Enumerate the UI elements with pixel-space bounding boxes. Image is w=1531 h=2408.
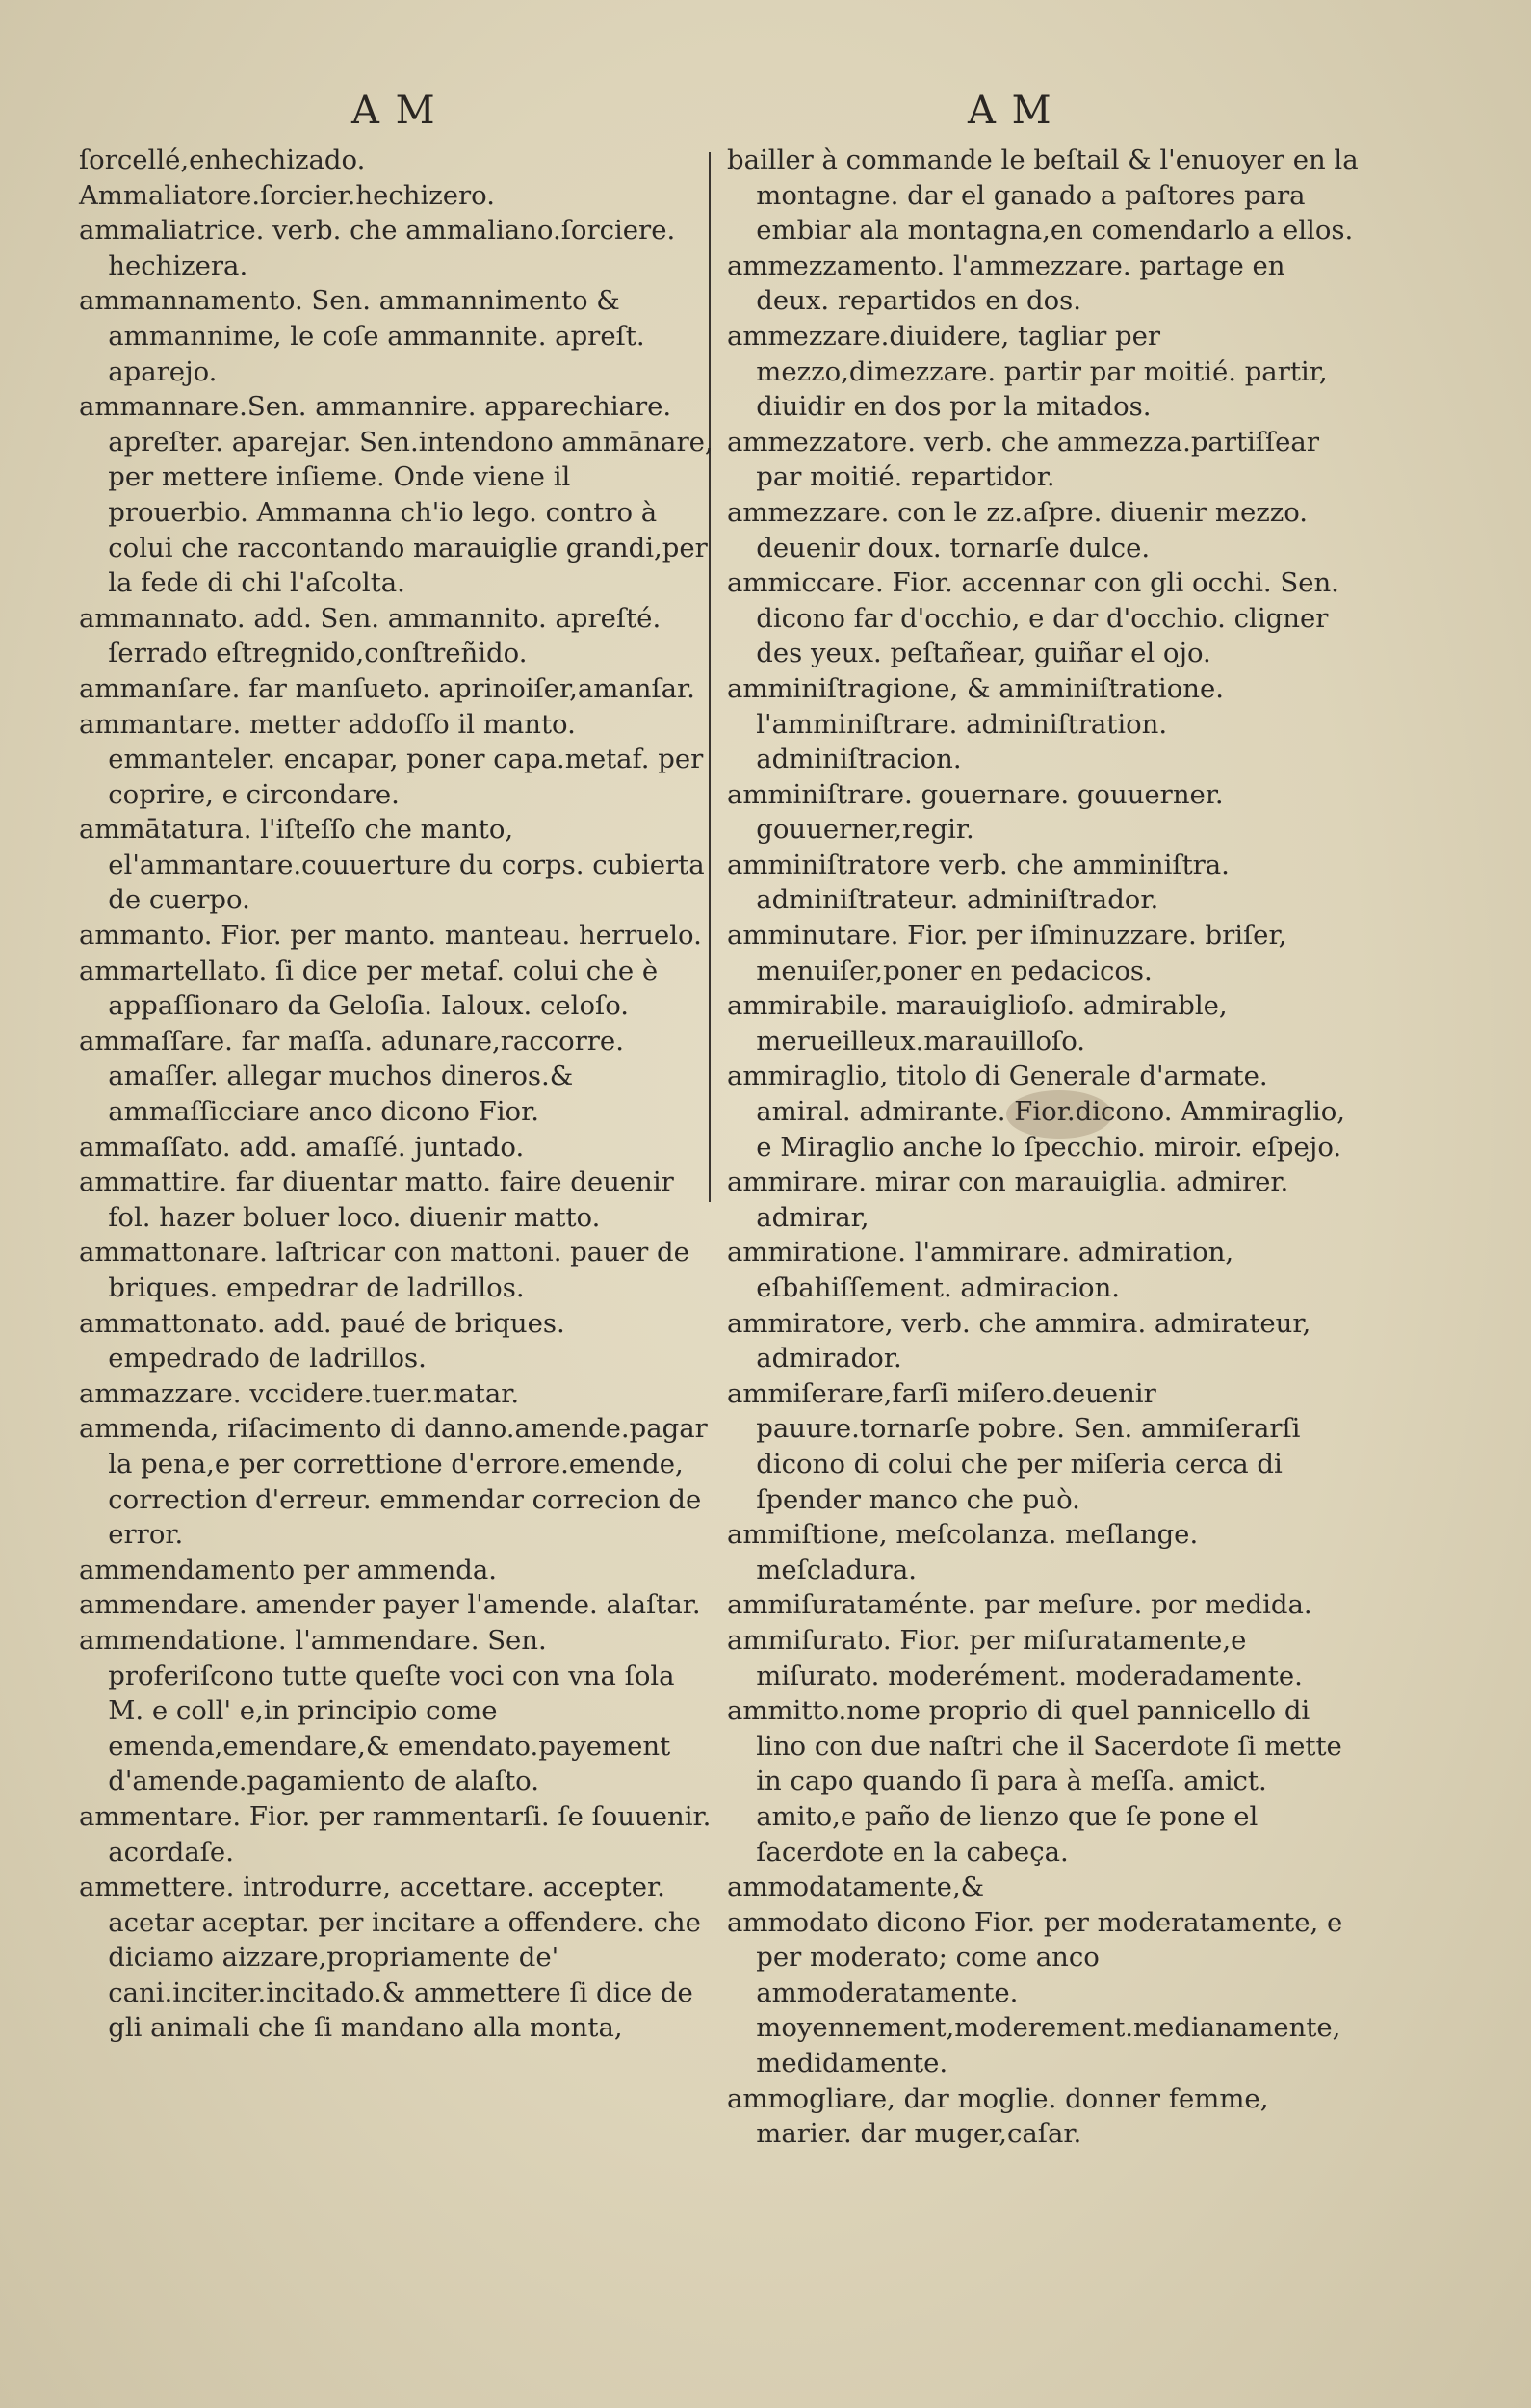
dictionary-entry: ammezzare. con le zz.aſpre. diuenir mezzo. deuenir doux. tornarſe dulce. xyxy=(727,496,1309,563)
dictionary-entry: ammezzamento. l'ammezzare. partage en deux. repartidos en dos. xyxy=(727,249,1285,317)
dictionary-entry: ammanſare. far manſueto. aprinoiſer,amanſar. xyxy=(79,672,695,704)
dictionary-entry: ammodato dicono Fior. per moderatamente, e per moderato; come anco ammoderatamente. moyennement,moderement.medianamente, medidamente. xyxy=(727,1906,1343,2080)
dictionary-entry: ammattonato. add. paué de briques. empedrado de ladrillos. xyxy=(79,1307,565,1374)
dictionary-entry: ammiſerare,farſi miſero.deuenir pauure.tornarſe pobre. Sen. ammiſerarſi dicono di colui che per miſeria cerca di ſpender manco che può. xyxy=(727,1377,1301,1515)
dictionary-entry: ammitto.nome proprio di quel pannicello di lino con due naſtri che il Sacerdote ſi mette in capo quando ſi para à meſſa. amict. amito,e paño de lienzo que ſe pone el ſacerdote en la cabeça. xyxy=(727,1695,1342,1868)
dictionary-entry: ammartellato. ſi dice per metaf. colui che è appaſſionaro da Geloſia. Ialoux. celoſo. xyxy=(79,955,659,1022)
dictionary-entry: ammenda, riſacimento di danno.amende.pagar la pena,e per correttione d'errore.emende, correction d'erreur. emmendar correcion de error. xyxy=(79,1413,708,1551)
dictionary-entry: ammiraglio, titolo di Generale d'armate. amiral. admirante. Fior.dicono. Ammiraglio, e Miraglio anche lo ſpecchio. miroir. eſpejo. xyxy=(727,1060,1346,1163)
dictionary-entry: Ammaliatore.ſorcier.hechizero. xyxy=(79,179,495,211)
dictionary-entry: ammiſtione, meſcolanza. meſlange. meſcladura. xyxy=(727,1519,1199,1585)
dictionary-entry: amminiſtrare. gouernare. gouuerner. gouuerner,regir. xyxy=(727,778,1224,846)
dictionary-entry: ammezzare.diuidere, tagliar per mezzo,dimezzare. partir par moitié. partir, diuidir en dos por la mitados. xyxy=(727,320,1328,423)
dictionary-entry: ammiratore, verb. che ammira. admirateur, admirador. xyxy=(727,1307,1311,1374)
dictionary-entry: bailler à commande le beſtail & l'enuoyer en la montagne. dar el ganado a paſtores para embiar ala montagna,en comendarlo a ellos. xyxy=(727,144,1359,247)
dictionary-entry: ammendamento per ammenda. xyxy=(79,1554,497,1585)
dictionary-entry: amminutare. Fior. per iſminuzzare. briſer, menuiſer,poner en pedacicos. xyxy=(727,920,1287,986)
dictionary-entry: ammaſſare. far maſſa. adunare,raccorre. amaſſer. allegar muchos dineros.& ammaſſicciare anco dicono Fior. xyxy=(79,1025,624,1128)
dictionary-entry: ammantare. metter addoſſo il manto. emmanteler. encapar, poner capa.metaf. per coprire, e circondare. xyxy=(79,708,704,810)
dictionary-entry: ammātatura. l'iſteſſo che manto, el'ammantare.couuerture du corps. cubierta de cuerpo. xyxy=(79,814,705,916)
dictionary-entry: ammirare. mirar con marauiglia. admirer. admirar, xyxy=(727,1166,1289,1233)
dictionary-entry: ammazzare. vccidere.tuer.matar. xyxy=(79,1377,520,1409)
left-column xyxy=(79,143,714,2046)
dictionary-entry: amminiſtratore verb. che amminiſtra. adminiſtrateur. adminiſtrador. xyxy=(727,849,1230,916)
dictionary-entry: ammannamento. Sen. ammannimento & ammannime, le coſe ammannite. apreſt. aparejo. xyxy=(79,285,645,387)
dictionary-entry: ammiſurato. Fior. per miſuratamente,e miſurato. moderément. moderadamente. xyxy=(727,1624,1303,1691)
dictionary-entry: ammezzatore. verb. che ammezza.partiſſear par moitié. repartidor. xyxy=(727,426,1319,493)
dictionary-entry: ammanto. Fior. per manto. manteau. herruelo. xyxy=(79,920,702,952)
dictionary-entry: ammattire. far diuentar matto. faire deuenir fol. hazer boluer loco. diuenir matto. xyxy=(79,1166,674,1233)
dictionary-entry: ammiratione. l'ammirare. admiration, eſbahiſſement. admiracion. xyxy=(727,1237,1234,1303)
dictionary-entry: ammaſſato. add. amaſſé. juntado. xyxy=(79,1131,525,1163)
dictionary-entry: ammiccare. Fior. accennar con gli occhi. Sen. dicono far d'occhio, e dar d'occhio. cligner des yeux. peſtañear, guiñar el ojo. xyxy=(727,567,1339,669)
dictionary-entry: ammannare.Sen. ammannire. apparechiare. apreſter. aparejar. Sen.intendono ammānare, per mettere inſieme. Onde viene il prouerbio. Ammanna ch'io lego. contro à colui che raccontando marauiglie grandi,per la fede di chi l'aſcolta. xyxy=(79,391,714,599)
running-head-left: A M xyxy=(351,89,437,133)
dictionary-entry: ammendare. amender payer l'amende. alaſtar. xyxy=(79,1589,701,1621)
right-column xyxy=(727,143,1362,2152)
dictionary-entry: ammogliare, dar moglie. donner femme, marier. dar muger,caſar. xyxy=(727,2082,1269,2150)
dictionary-entry: ammaliatrice. verb. che ammaliano.ſorciere. hechizera. xyxy=(79,215,676,281)
dictionary-entry: ammendatione. l'ammendare. Sen. proferiſcono tutte queſte voci con vna ſola M. e coll' e,in principio come emenda,emendare,& emendato.payement d'amende.pagamiento de alaſto. xyxy=(79,1624,675,1797)
dictionary-entry: ammodatamente,& xyxy=(727,1871,985,1903)
dictionary-entry: ſorcellé,enhechizado. xyxy=(79,144,366,175)
dictionary-entry: ammentare. Fior. per rammentarſi. ſe ſouuenir. acordaſe. xyxy=(79,1800,712,1868)
dictionary-entry: ammirabile. marauiglioſo. admirable, merueilleux.marauilloſo. xyxy=(727,990,1228,1057)
dictionary-entry: ammiſurataménte. par meſure. por medida. xyxy=(727,1589,1312,1621)
running-head-right: A M xyxy=(968,89,1053,133)
dictionary-entry: ammattonare. laſtricar con mattoni. pauer de briques. empedrar de ladrillos. xyxy=(79,1237,689,1303)
dictionary-entry: amminiſtragione, & amminiſtratione. l'amminiſtrare. adminiſtration. adminiſtracion. xyxy=(727,672,1225,775)
dictionary-entry: ammettere. introdurre, accettare. accepter. acetar aceptar. per incitare a offendere. che diciamo aizzare,propriamente de' cani.inciter.incitado.& ammettere ſi dice de gli animali che ſi mandano alla monta, xyxy=(79,1871,701,2044)
dictionary-entry: ammannato. add. Sen. ammannito. apreſté. ſerrado eſtregnido,conſtreñido. xyxy=(79,602,662,669)
